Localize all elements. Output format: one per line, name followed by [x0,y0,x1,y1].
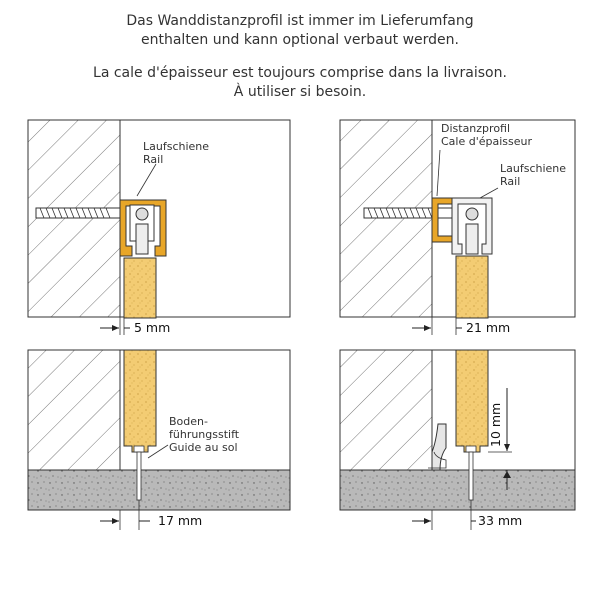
wall-section [340,350,432,470]
label-rail-de: Laufschiene [143,140,210,153]
dimension-bottom-left: 17 mm [158,513,203,528]
floor-section [28,470,290,510]
door-panel [124,258,156,318]
label-guide-fr: Guide au sol [169,441,238,454]
dimension-bottom-right: 33 mm [478,513,523,528]
caption-french-line-2: À utiliser si besoin. [233,84,367,100]
caption-german-line-1: Das Wanddistanzprofil ist immer im Lieferumfang [126,13,474,29]
label-rail-de: Laufschiene [500,162,567,175]
door-panel [124,350,156,452]
floor-guide-pin [137,452,141,500]
caption-german-line-2: enthalten und kann optional verbaut werden. [141,32,459,48]
label-guide-de-2: führungsstift [169,428,240,441]
floor-section [340,470,575,510]
label-spacer-fr: Cale d'épaisseur [441,135,533,148]
door-panel [456,350,488,452]
panel-top-right [340,120,575,335]
label-guide-de-1: Boden- [169,415,208,428]
screw-icon [36,208,122,218]
panel-bottom-left [28,350,290,530]
label-spacer-de: Distanzprofil [441,122,511,135]
caption-french-line-1: La cale d'épaisseur est toujours comprise dans la livraison. [93,65,507,81]
dimension-top-right: 21 mm [466,320,511,335]
screw-icon [364,208,454,218]
dimension-top-left: 5 mm [134,320,171,335]
vertical-dimension-bottom-right: 10 mm [488,402,503,447]
label-rail-fr: Rail [143,153,164,166]
label-rail-fr: Rail [500,175,521,188]
wall-section [28,350,120,470]
floor-guide-pin [469,452,473,500]
panel-top-left [28,120,290,335]
panel-bottom-right [340,350,575,530]
door-panel [456,256,488,318]
